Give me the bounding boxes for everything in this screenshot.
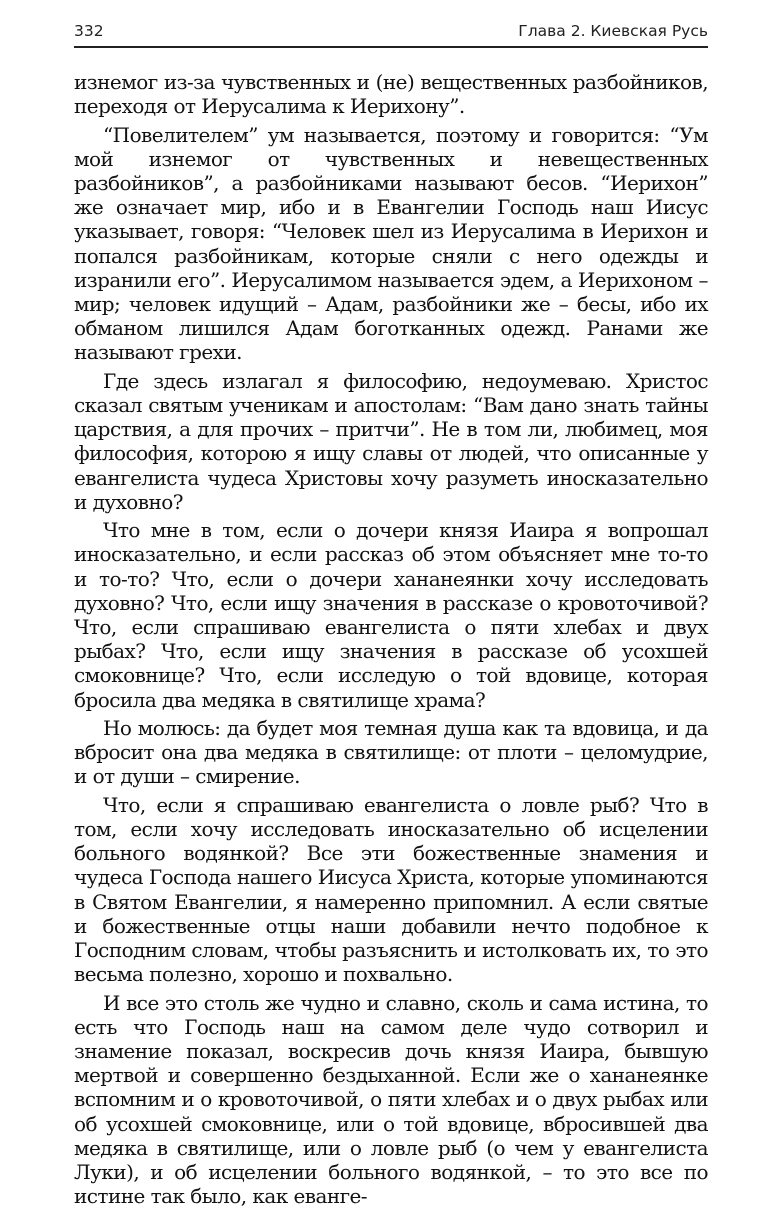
paragraph: Что, если я спрашиваю евангелиста о ловле рыб? Что в том, если хочу исследовать иносказательно об исцелении больного водянкой? Все эти божественные знамения и чудеса Господа нашего Иисуса Христа, которые упоминаются в Святом Евангелии, я намеренно припомнил. А если святые и божественные отцы наши добавили нечто подобное к Господним словам, чтобы разъяснить и истолковать их, то это весьма полезно, хорошо и похвально. xyxy=(74,792,708,987)
paragraph-continuation: изнемог из-за чувственных и (не) вещественных разбойников, переходя от Иерусалима к Иерихону”. xyxy=(74,70,708,119)
chapter-title: Глава 2. Киевская Русь xyxy=(518,22,708,40)
header-rule xyxy=(74,46,708,48)
body-text xyxy=(74,70,708,1208)
paragraph: И все это столь же чудно и славно, сколь и сама истина, то есть что Господь наш на самом деле чудо сотворил и знамение показал, воскресив дочь князя Иаира, бывшую мертвой и совершенно бездыханной. Если же о хананеянке вспомним и о кровоточивой, о пяти хлебах и о двух рыбах или об усохшей смоковнице, или о той вдовице, вбросившей два медяка в святилище, или о ловле рыб (о чем у евангелиста Луки), и об исцелении больного водянкой, – то это все по истине так было, как еванге- xyxy=(74,990,708,1208)
paragraph: Но молюсь: да будет моя темная душа как та вдовица, и да вбросит она два медяка в святилище: от плоти – целомудрие, и от души – смирение. xyxy=(74,716,708,789)
paragraph: “Повелителем” ум называется, поэтому и говорится: “Ум мой изнемог от чувственных и невещественных разбойников”, а разбойниками называют бесов. “Иерихон” же означает мир, ибо и в Евангелии Господь наш Иисус указывает, говоря: “Человек шел из Иерусалима в Иерихон и попался разбойникам, которые сняли с него одежды и изранили его”. Иерусалимом называется эдем, а Иерихоном – мир; человек идущий – Адам, разбойники же – бесы, ибо их обманом лишился Адам боготканных одежд. Ранами же называют грехи. xyxy=(74,122,708,365)
paragraph: Что мне в том, если о дочери князя Иаира я вопрошал иносказательно, и если рассказ об этом объясняет мне то-то и то-то? Что, если о дочери хананеянки хочу исследовать духовно? Что, если ищу значения в рассказе о кровоточивой? Что, если спрашиваю евангелиста о пяти хлебах и двух рыбах? Что, если ищу значения в рассказе об усохшей смоковнице? Что, если исследую о той вдовице, которая бросила два медяка в святилище храма? xyxy=(74,518,708,712)
page-number: 332 xyxy=(74,22,104,40)
running-header xyxy=(74,20,708,50)
paragraph: Где здесь излагал я философию, недоумеваю. Христос сказал святым ученикам и апостолам: “Вам дано знать тайны царствия, а для прочих – притчи”. Не в том ли, любимец, моя философия, которою я ищу славы от людей, что описанные у евангелиста чудеса Христовы хочу разуметь иносказательно и духовно? xyxy=(74,368,708,514)
